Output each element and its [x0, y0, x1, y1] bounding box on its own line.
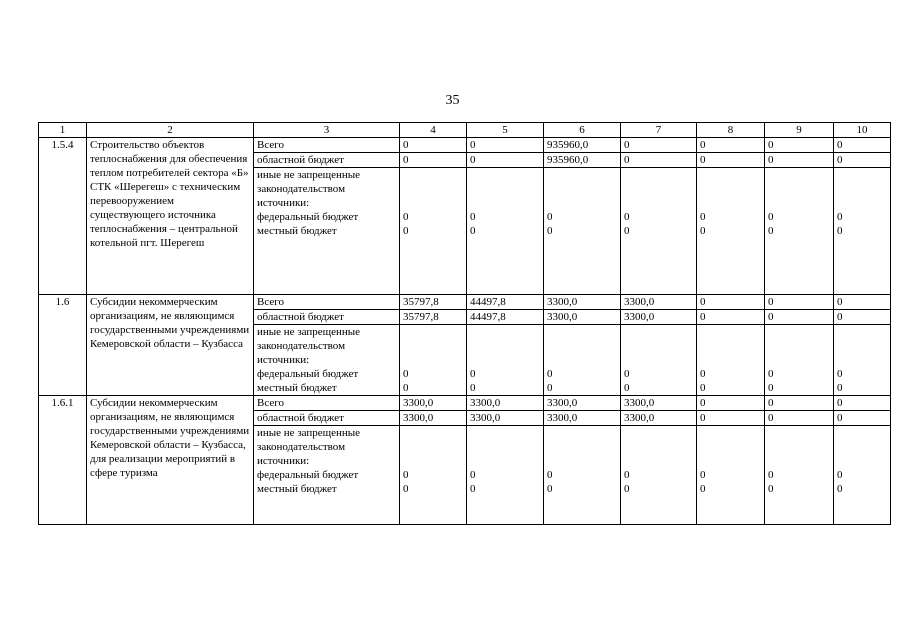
- value-cell-group: [467, 426, 544, 525]
- value-local: 0: [768, 225, 774, 237]
- value-local: 0: [837, 225, 843, 237]
- blank-line: [768, 182, 831, 196]
- row-name: Субсидии некоммерческим организациям, не являющимся государственными учреждениями Кемеровской области – Кузбасса, для реализации мероприятий в сфере туризма: [87, 396, 254, 525]
- source-label: иные не запрещенные: [257, 326, 361, 338]
- value-federal: 0: [403, 211, 409, 223]
- source-label-group: [254, 325, 400, 396]
- value-cell: 3300,0: [467, 411, 544, 426]
- column-header: 9: [765, 123, 834, 138]
- blank-line: [837, 353, 888, 367]
- value-cell-group: [834, 426, 891, 525]
- blank-line: [768, 440, 831, 454]
- blank-line: [257, 496, 397, 510]
- row-name: Субсидии некоммерческим организациям, не являющимся государственными учреждениями Кемеровской области – Кузбасса: [87, 295, 254, 396]
- blank-line: [837, 168, 888, 182]
- value-cell: 3300,0: [544, 310, 621, 325]
- value-cell-group: [765, 325, 834, 396]
- blank-line: [700, 454, 762, 468]
- value-federal: 0: [547, 368, 553, 380]
- value-cell: 44497,8: [467, 310, 544, 325]
- value-cell-group: [400, 325, 467, 396]
- value-local: 0: [624, 483, 630, 495]
- row-id: 1.5.4: [39, 138, 87, 295]
- blank-line: [470, 440, 541, 454]
- value-cell-group: [621, 426, 697, 525]
- blank-line: [624, 168, 694, 182]
- source-label: Всего: [254, 295, 400, 310]
- value-cell: 0: [834, 310, 891, 325]
- source-label: источники:: [257, 455, 310, 467]
- source-label: местный бюджет: [257, 225, 337, 237]
- blank-line: [257, 266, 397, 280]
- blank-line: [547, 325, 618, 339]
- column-header-row: [39, 123, 891, 138]
- blank-line: [403, 325, 464, 339]
- value-federal: 0: [470, 469, 476, 481]
- source-label: источники:: [257, 354, 310, 366]
- source-label: федеральный бюджет: [257, 469, 359, 481]
- value-cell-group: [697, 168, 765, 295]
- value-cell: 0: [834, 153, 891, 168]
- source-label: местный бюджет: [257, 483, 337, 495]
- value-cell: 3300,0: [621, 411, 697, 426]
- budget-table: [38, 122, 891, 525]
- blank-line: [257, 252, 397, 266]
- blank-line: [470, 325, 541, 339]
- row-id: 1.6: [39, 295, 87, 396]
- value-cell: 0: [765, 310, 834, 325]
- blank-line: [768, 454, 831, 468]
- value-local: 0: [768, 483, 774, 495]
- column-header: 2: [87, 123, 254, 138]
- column-header: 5: [467, 123, 544, 138]
- blank-line: [470, 353, 541, 367]
- blank-line: [624, 196, 694, 210]
- blank-line: [403, 426, 464, 440]
- value-cell: 3300,0: [544, 295, 621, 310]
- blank-line: [700, 353, 762, 367]
- blank-line: [624, 426, 694, 440]
- value-local: 0: [470, 225, 476, 237]
- value-local: 0: [624, 225, 630, 237]
- blank-line: [837, 454, 888, 468]
- value-cell-group: [400, 426, 467, 525]
- value-federal: 0: [470, 368, 476, 380]
- value-cell-group: [544, 325, 621, 396]
- column-header: 1: [39, 123, 87, 138]
- value-federal: 0: [547, 211, 553, 223]
- value-cell-group: [544, 426, 621, 525]
- value-cell: 0: [765, 153, 834, 168]
- value-cell: 35797,8: [400, 295, 467, 310]
- source-label: федеральный бюджет: [257, 368, 359, 380]
- value-cell: 0: [765, 411, 834, 426]
- blank-line: [257, 238, 397, 252]
- value-cell: 3300,0: [621, 295, 697, 310]
- value-cell: 0: [834, 295, 891, 310]
- value-cell: 3300,0: [400, 411, 467, 426]
- column-header: 4: [400, 123, 467, 138]
- blank-line: [403, 168, 464, 182]
- value-cell: 0: [467, 153, 544, 168]
- value-local: 0: [624, 382, 630, 394]
- blank-line: [547, 339, 618, 353]
- blank-line: [837, 325, 888, 339]
- value-cell-group: [621, 325, 697, 396]
- value-cell: 0: [834, 396, 891, 411]
- column-header: 7: [621, 123, 697, 138]
- value-cell-group: [697, 325, 765, 396]
- value-cell: 0: [765, 138, 834, 153]
- value-cell: 0: [765, 396, 834, 411]
- value-cell-group: [697, 426, 765, 525]
- blank-line: [837, 440, 888, 454]
- value-cell-group: [834, 325, 891, 396]
- source-label: областной бюджет: [254, 310, 400, 325]
- value-federal: 0: [700, 469, 706, 481]
- source-label: местный бюджет: [257, 382, 337, 394]
- value-federal: 0: [547, 469, 553, 481]
- value-cell: 0: [697, 411, 765, 426]
- value-local: 0: [547, 382, 553, 394]
- value-cell: 0: [697, 310, 765, 325]
- source-label: Всего: [254, 396, 400, 411]
- value-cell: 3300,0: [544, 411, 621, 426]
- blank-line: [403, 196, 464, 210]
- blank-line: [624, 339, 694, 353]
- value-local: 0: [547, 225, 553, 237]
- value-federal: 0: [768, 469, 774, 481]
- blank-line: [837, 196, 888, 210]
- blank-line: [403, 440, 464, 454]
- blank-line: [403, 454, 464, 468]
- blank-line: [470, 426, 541, 440]
- row-id: 1.6.1: [39, 396, 87, 525]
- value-local: 0: [470, 382, 476, 394]
- value-federal: 0: [700, 211, 706, 223]
- blank-line: [470, 196, 541, 210]
- value-federal: 0: [403, 469, 409, 481]
- blank-line: [768, 196, 831, 210]
- value-cell: 0: [467, 138, 544, 153]
- source-label: источники:: [257, 197, 310, 209]
- value-federal: 0: [470, 211, 476, 223]
- source-label: законодательством: [257, 441, 346, 453]
- budget-row-total: [39, 138, 891, 153]
- value-federal: 0: [837, 469, 843, 481]
- source-label-group: [254, 168, 400, 295]
- row-name: Строительство объектов теплоснабжения для обеспечения теплом потребителей сектора «Б» СТК «Шерегеш» с техническим перевооружением существующего источника теплоснабжения – центральной котельной пгт. Шерегеш: [87, 138, 254, 295]
- value-cell: 0: [697, 153, 765, 168]
- value-cell: 935960,0: [544, 138, 621, 153]
- blank-line: [700, 182, 762, 196]
- blank-line: [700, 426, 762, 440]
- blank-line: [700, 196, 762, 210]
- value-cell-group: [400, 168, 467, 295]
- value-cell: 0: [765, 295, 834, 310]
- blank-line: [257, 280, 397, 294]
- source-label-group: [254, 426, 400, 525]
- blank-line: [403, 182, 464, 196]
- value-cell: 44497,8: [467, 295, 544, 310]
- blank-line: [837, 339, 888, 353]
- value-cell: 0: [621, 153, 697, 168]
- blank-line: [624, 353, 694, 367]
- value-local: 0: [403, 483, 409, 495]
- blank-line: [470, 168, 541, 182]
- blank-line: [768, 325, 831, 339]
- blank-line: [624, 454, 694, 468]
- value-local: 0: [768, 382, 774, 394]
- value-local: 0: [547, 483, 553, 495]
- blank-line: [837, 182, 888, 196]
- budget-row-total: [39, 396, 891, 411]
- value-cell-group: [544, 168, 621, 295]
- source-label: иные не запрещенные: [257, 169, 361, 181]
- value-federal: 0: [837, 211, 843, 223]
- blank-line: [624, 325, 694, 339]
- blank-line: [624, 182, 694, 196]
- blank-line: [837, 426, 888, 440]
- blank-line: [768, 426, 831, 440]
- source-label: законодательством: [257, 183, 346, 195]
- source-label: Всего: [254, 138, 400, 153]
- column-header: 3: [254, 123, 400, 138]
- blank-line: [768, 168, 831, 182]
- value-local: 0: [403, 225, 409, 237]
- blank-line: [257, 510, 397, 524]
- value-cell: 3300,0: [467, 396, 544, 411]
- value-cell-group: [467, 168, 544, 295]
- blank-line: [547, 426, 618, 440]
- value-cell: 0: [400, 138, 467, 153]
- blank-line: [768, 339, 831, 353]
- page-number: 35: [445, 93, 460, 108]
- value-federal: 0: [768, 368, 774, 380]
- blank-line: [470, 454, 541, 468]
- source-label: законодательством: [257, 340, 346, 352]
- value-local: 0: [700, 225, 706, 237]
- value-cell: 0: [697, 396, 765, 411]
- value-cell: 0: [697, 138, 765, 153]
- value-cell-group: [621, 168, 697, 295]
- value-federal: 0: [624, 469, 630, 481]
- value-cell: 935960,0: [544, 153, 621, 168]
- value-cell-group: [467, 325, 544, 396]
- blank-line: [470, 339, 541, 353]
- value-cell: 3300,0: [400, 396, 467, 411]
- source-label: областной бюджет: [254, 153, 400, 168]
- value-federal: 0: [403, 368, 409, 380]
- value-local: 0: [837, 382, 843, 394]
- blank-line: [547, 353, 618, 367]
- value-cell: 0: [400, 153, 467, 168]
- source-label: областной бюджет: [254, 411, 400, 426]
- value-cell-group: [765, 426, 834, 525]
- value-local: 0: [470, 483, 476, 495]
- blank-line: [547, 182, 618, 196]
- value-federal: 0: [624, 211, 630, 223]
- blank-line: [403, 339, 464, 353]
- blank-line: [547, 440, 618, 454]
- blank-line: [700, 440, 762, 454]
- value-cell: 0: [697, 295, 765, 310]
- source-label: федеральный бюджет: [257, 211, 359, 223]
- source-label: иные не запрещенные: [257, 427, 361, 439]
- value-local: 0: [700, 483, 706, 495]
- blank-line: [403, 353, 464, 367]
- blank-line: [547, 454, 618, 468]
- value-cell: 3300,0: [544, 396, 621, 411]
- value-local: 0: [700, 382, 706, 394]
- column-header: 8: [697, 123, 765, 138]
- value-cell: 35797,8: [400, 310, 467, 325]
- blank-line: [470, 182, 541, 196]
- value-federal: 0: [624, 368, 630, 380]
- blank-line: [700, 325, 762, 339]
- value-local: 0: [837, 483, 843, 495]
- value-cell: 0: [834, 138, 891, 153]
- value-federal: 0: [768, 211, 774, 223]
- blank-line: [768, 353, 831, 367]
- value-cell: 3300,0: [621, 396, 697, 411]
- budget-row-total: [39, 295, 891, 310]
- column-header: 6: [544, 123, 621, 138]
- blank-line: [700, 339, 762, 353]
- blank-line: [547, 196, 618, 210]
- value-cell: 0: [621, 138, 697, 153]
- value-cell: 0: [834, 411, 891, 426]
- blank-line: [624, 440, 694, 454]
- blank-line: [700, 168, 762, 182]
- blank-line: [547, 168, 618, 182]
- column-header: 10: [834, 123, 891, 138]
- value-federal: 0: [837, 368, 843, 380]
- value-cell: 3300,0: [621, 310, 697, 325]
- value-local: 0: [403, 382, 409, 394]
- value-cell-group: [834, 168, 891, 295]
- value-cell-group: [765, 168, 834, 295]
- value-federal: 0: [700, 368, 706, 380]
